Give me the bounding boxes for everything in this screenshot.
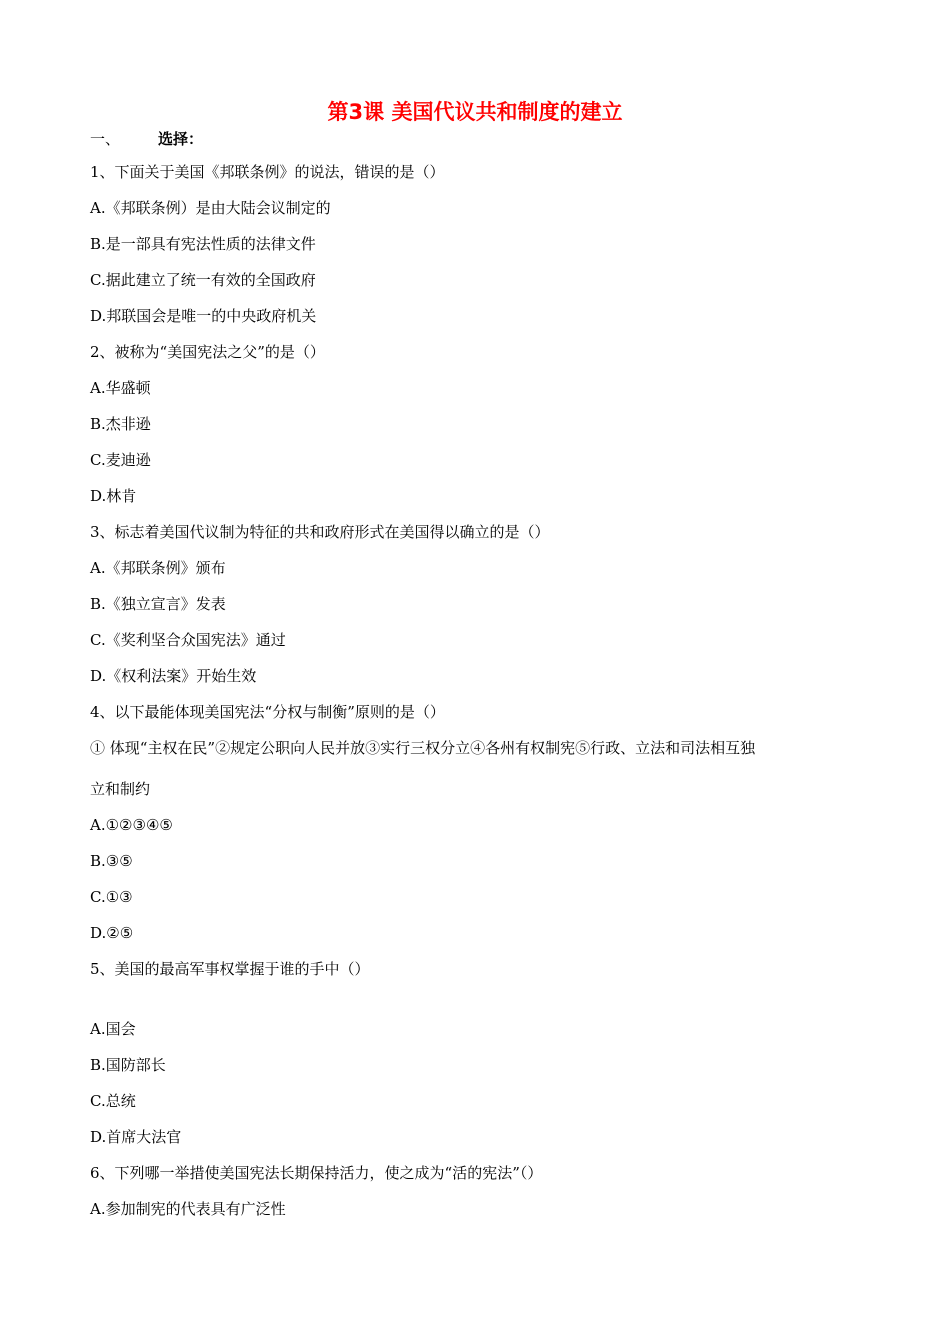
q1-option-c: C.据此建立了统一有效的全国政府: [90, 271, 316, 289]
q6-option-a: A.参加制宪的代表具有广泛性: [90, 1200, 286, 1218]
q1-option-a: A.《邦联条例）是由大陆会议制定的: [90, 199, 331, 217]
q4-option-c: C.①③: [90, 888, 133, 906]
q3-option-a: A.《邦联条例》颁布: [90, 559, 226, 577]
q4-option-b: B.③⑤: [90, 852, 133, 870]
q4-option-d: D.②⑤: [90, 924, 134, 942]
question-6: 6、下列哪一举措使美国宪法长期保持活力，使之成为“活的宪法”（）: [90, 1164, 543, 1182]
q2-option-c: C.麦迪逊: [90, 451, 151, 469]
q1-option-b: B.是一部具有宪法性质的法律文件: [90, 235, 316, 253]
question-5: 5、美国的最高军事权掌握于谁的手中（）: [90, 960, 370, 978]
page-title: 第3课 美国代议共和制度的建立: [327, 100, 623, 124]
q4-option-a: A.①②③④⑤: [90, 816, 173, 834]
question-1: 1、下面关于美国《邦联条例》的说法，错误的是（）: [90, 163, 445, 181]
q2-option-d: D.林肯: [90, 487, 137, 505]
q4-statements: ① 体现“主权在民”②规定公职向人民并放③实行三权分立④各州有权制宪⑤行政、立法和司法相互独: [90, 739, 756, 757]
question-3: 3、标志着美国代议制为特征的共和政府形式在美国得以确立的是（）: [90, 523, 550, 541]
q5-option-a: A.国会: [90, 1020, 136, 1038]
question-4: 4、以下最能体现美国宪法“分权与制衡”原则的是（）: [90, 703, 445, 721]
q2-option-b: B.杰非逊: [90, 415, 151, 433]
section-number: 一、: [90, 130, 121, 148]
question-2: 2、被称为“美国宪法之父”的是（）: [90, 343, 325, 361]
q1-option-d: D.邦联国会是唯一的中央政府机关: [90, 307, 317, 325]
q3-option-c: C.《奖利坚合众国宪法》通过: [90, 631, 286, 649]
q4-statements-cont: 立和制约: [90, 780, 151, 798]
section-label: 选择：: [158, 130, 204, 148]
q3-option-b: B.《独立宣言》发表: [90, 595, 226, 613]
q3-option-d: D.《权利法案》开始生效: [90, 667, 257, 685]
section-heading: [90, 130, 203, 148]
q5-option-c: C.总统: [90, 1092, 136, 1110]
q2-option-a: A.华盛顿: [90, 379, 151, 397]
q5-option-b: B.国防部长: [90, 1056, 166, 1074]
q5-option-d: D.首席大法官: [90, 1128, 182, 1146]
